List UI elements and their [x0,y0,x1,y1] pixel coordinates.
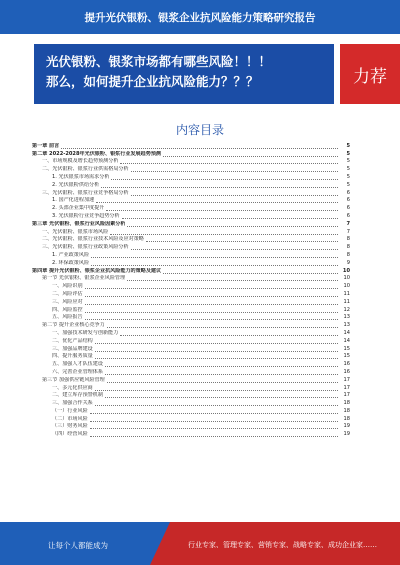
toc-leader-dots [95,404,338,406]
toc-entry-page: 17 [343,384,350,391]
toc-entry[interactable] [32,360,350,368]
toc-leader-dots [146,240,338,242]
toc-title: 内容目录 [175,123,224,137]
toc-entry-page: 17 [343,392,350,399]
toc-entry[interactable] [32,236,350,244]
toc-entry[interactable] [32,337,350,345]
toc-leader-dots [85,303,338,305]
toc-entry[interactable] [32,290,350,298]
toc-entry-page: 8 [346,251,350,258]
toc-entry-page: 5 [346,173,350,180]
toc-entry-text: 1. 产业政策风险 [52,251,90,258]
toc-entry-page: 10 [343,283,350,290]
toc-entry-page: 7 [346,220,350,227]
toc-leader-dots [105,373,338,375]
toc-entry[interactable] [32,376,350,384]
toc-leader-dots [61,147,338,149]
toc-entry-text: 第二节 提升企业核心竞争力 [42,322,105,329]
report-title-bar [0,0,400,34]
toc-entry-page: 10 [343,275,350,282]
toc-entry-page: 10 [342,267,350,274]
toc-entry-text: 三、加强品牌建设 [52,345,93,352]
toc-leader-dots [131,194,338,196]
toc-entry-text: 第四章 提升光伏银粉、银浆企业抗风险能力的策略及建议 [32,267,162,274]
toc-leader-dots [85,295,338,297]
toc-entry-page: 12 [343,306,350,313]
toc-leader-dots [91,264,338,266]
toc-entry-page: 8 [346,236,350,243]
toc-entry-text: 四、提升服务质量 [52,353,93,360]
toc-leader-dots [95,342,338,344]
toc-entry-page: 18 [343,407,350,414]
toc-entry[interactable] [32,259,350,267]
toc-entry[interactable] [32,181,350,189]
toc-entry-text: （二）市场风险 [52,415,88,422]
toc-entry[interactable] [32,407,350,415]
toc-leader-dots [110,233,338,235]
toc-entry-page: 16 [343,368,350,375]
toc-entry-page: 11 [343,298,350,305]
toc-leader-dots [85,311,338,313]
toc-entry[interactable] [32,173,350,181]
toc-entry[interactable] [32,142,350,150]
toc-entry-text: 3. 光伏银粉行业竞争趋势分析 [52,212,120,219]
toc-leader-dots [131,248,338,250]
table-of-contents [32,142,350,522]
toc-entry-text: 一、光伏银粉、银浆市场风险 [42,228,109,235]
toc-leader-dots [131,170,338,172]
toc-entry-page: 6 [346,205,350,212]
toc-leader-dots [105,365,338,367]
toc-entry-text: 1. 国产化进程加速 [52,197,95,204]
toc-leader-dots [120,334,338,336]
toc-entry-page: 14 [343,337,350,344]
toc-leader-dots [85,318,338,320]
toc-entry[interactable] [32,150,350,158]
toc-entry[interactable] [32,353,350,361]
toc-entry[interactable] [32,189,350,197]
toc-entry-text: 2. 光伏银粉供给分析 [52,181,100,188]
recommend-badge-text: 力荐 [353,66,387,87]
toc-entry-page: 11 [343,290,350,297]
toc-entry-text: （四）经营风险 [52,431,88,438]
toc-entry[interactable] [32,282,350,290]
toc-entry[interactable] [32,384,350,392]
toc-entry[interactable] [32,368,350,376]
toc-entry-text: 六、完善企业管理体系 [52,368,103,375]
toc-entry-text: （三）财务风险 [52,423,88,430]
toc-leader-dots [90,427,338,429]
toc-leader-dots [163,272,338,274]
toc-entry-text: 1. 光伏银浆市场需求分析 [52,173,110,180]
toc-entry-text: 第一章 前言 [32,142,60,149]
toc-leader-dots [95,389,338,391]
toc-leader-dots [120,162,338,164]
toc-entry[interactable] [32,267,350,275]
toc-leader-dots [107,381,338,383]
toc-entry-text: 二、优化产品结构 [52,337,93,344]
toc-entry[interactable] [32,197,350,205]
toc-entry-page: 7 [346,228,350,235]
toc-entry-text: 第二章 2022-2028年光伏银粉、银浆行业发展趋势预测 [32,150,162,157]
toc-entry-text: 一、加强技术研发与创新能力 [52,329,119,336]
toc-entry[interactable] [32,243,350,251]
toc-leader-dots [101,186,338,188]
toc-entry-page: 6 [346,189,350,196]
toc-leader-dots [96,201,338,203]
toc-entry-page: 5 [346,158,350,165]
toc-entry-text: 三、光伏银粉、银浆行业政策风险分析 [42,244,129,251]
toc-entry-text: 第一节 光伏银粉、银浆企业风险管理 [42,275,126,282]
toc-entry-text: 一、多元化供应商 [52,384,93,391]
toc-entry-text: 二、光伏银粉、银浆行业供需格局分析 [42,166,129,173]
toc-leader-dots [95,357,338,359]
toc-entry[interactable] [32,251,350,259]
toc-entry[interactable] [32,204,350,212]
toc-entry-text: 2. 头部企业集中度提升 [52,205,105,212]
toc-entry-text: 第三章 光伏银粉、银浆行业风险因素分析 [32,220,126,227]
toc-entry[interactable] [32,306,350,314]
toc-entry-text: 四、风险监控 [52,306,83,313]
headline-banner [34,44,334,104]
toc-entry-page: 8 [346,244,350,251]
toc-entry[interactable] [32,345,350,353]
toc-leader-dots [91,256,338,258]
toc-entry[interactable] [32,212,350,220]
toc-entry-text: 一、市场规模及增长趋势预测分析 [42,158,119,165]
toc-entry[interactable] [32,321,350,329]
toc-entry[interactable] [32,158,350,166]
toc-entry-text: （一）行业风险 [52,407,88,414]
toc-entry-page: 13 [343,314,350,321]
toc-entry-text: 2. 环保政策风险 [52,259,90,266]
toc-entry[interactable] [32,329,350,337]
toc-entry-page: 15 [343,345,350,352]
toc-entry-text: 第三节 加强供应链风险管理 [42,376,105,383]
report-title: 提升光伏银粉、银浆企业抗风险能力策略研究报告 [84,11,316,24]
toc-entry-text: 五、风险报告 [52,314,83,321]
toc-entry-page: 13 [343,322,350,329]
toc-entry-page: 17 [343,376,350,383]
toc-entry-page: 5 [346,150,350,157]
toc-entry[interactable] [32,298,350,306]
toc-entry-text: 三、加强合作关系 [52,400,93,407]
toc-entry-text: 二、风险评估 [52,290,83,297]
recommend-badge [340,44,400,104]
headline-line-1: 光伏银粉、银浆市场都有哪些风险！！！ [46,54,272,69]
toc-entry[interactable] [32,399,350,407]
toc-leader-dots [127,225,338,227]
toc-entry-page: 5 [346,166,350,173]
toc-entry-page: 19 [343,431,350,438]
toc-leader-dots [107,326,338,328]
toc-entry-text: 五、加强人才队伍建设 [52,361,103,368]
toc-leader-dots [90,420,338,422]
toc-entry-text: 二、建立库存预警机制 [52,392,103,399]
toc-entry[interactable] [32,228,350,236]
footer-tagline: 行业专家、管理专家、营销专家、战略专家、成功企业家…… [188,541,377,549]
toc-leader-dots [105,396,338,398]
toc-entry-page: 16 [343,361,350,368]
toc-entry-text: 一、风险识别 [52,283,83,290]
toc-entry[interactable] [32,423,350,431]
toc-leader-dots [90,412,338,414]
toc-entry-page: 6 [346,197,350,204]
toc-entry[interactable] [32,165,350,173]
toc-leader-dots [127,279,338,281]
toc-entry[interactable] [32,220,350,228]
toc-leader-dots [122,217,338,219]
toc-leader-dots [90,435,338,437]
toc-entry-page: 9 [346,259,350,266]
toc-entry-text: 三、光伏银粉、银浆行业竞争格局分析 [42,189,129,196]
toc-entry-page: 14 [343,329,350,336]
toc-entry-page: 5 [346,142,350,149]
toc-entry-page: 18 [343,415,350,422]
toc-leader-dots [95,350,338,352]
toc-entry-page: 15 [343,353,350,360]
footer-slogan: 让每个人都能成为 [48,541,108,550]
toc-entry-page: 5 [346,181,350,188]
toc-leader-dots [163,155,338,157]
toc-entry-text: 三、风险应对 [52,298,83,305]
toc-entry-text: 二、光伏银粉、银浆行业技术风险及应对策略 [42,236,144,243]
toc-leader-dots [111,178,338,180]
toc-entry[interactable] [32,415,350,423]
toc-entry[interactable] [32,392,350,400]
toc-leader-dots [106,209,338,211]
toc-entry-page: 19 [343,423,350,430]
toc-entry[interactable] [32,275,350,283]
toc-entry[interactable] [32,314,350,322]
toc-entry-page: 6 [346,212,350,219]
headline-line-2: 那么，如何提升企业抗风险能力？？？ [46,74,259,89]
toc-entry[interactable] [32,430,350,438]
toc-entry-page: 18 [343,400,350,407]
toc-leader-dots [85,287,338,289]
